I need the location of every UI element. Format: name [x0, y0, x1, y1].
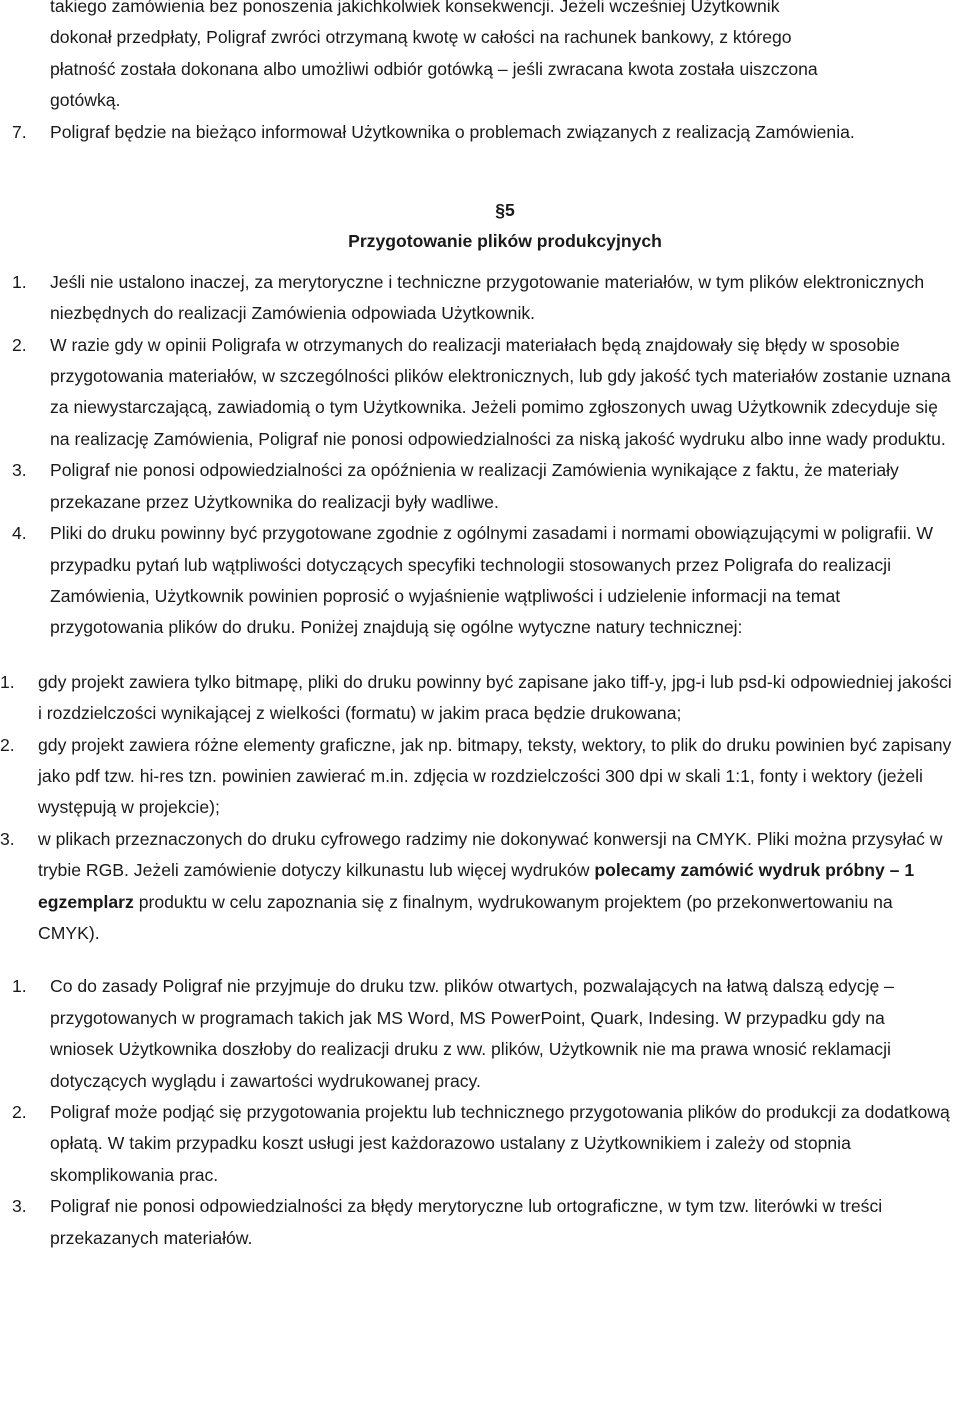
item-number: 3.	[12, 1196, 27, 1217]
item-number: 2.	[12, 334, 27, 355]
item-text: Pliki do druku powinny być przygotowane zgodnie z ogólnymi zasadami i normami obowiązującymi w poligrafii. W przypadku pytań lub wątpliwości dotyczących specyfiki technologii stosowanych przez Poligrafa do realizacji Zamówienia, Użytkownik powinien poprosić o wyjaśnienie wątpliwości i udzielenie informacji na temat przygotowania plików do druku. Poniżej znajdują się ogólne wytyczne natury technicznej:	[50, 523, 934, 638]
item-text-start: w plikach przeznaczonych do druku cyfrowego radzimy nie dokonywać konwersji na CMYK. Pliki można przysyłać w trybie RGB. Jeżeli zamówienie dotyczy kilkunastu lub więcej wydruków	[38, 828, 943, 881]
item-text: Co do zasady Poligraf nie przyjmuje do druku tzw. plików otwartych, pozwalających na łatwą dalszą edycję – przygotowanych w programach takich jak MS Word, MS PowerPoint, Quark, Indesing. W przypadku gdy na wniosek Użytkownika doszłoby do realizacji druku z ww. plików, Użytkownik nie ma prawa wnosić reklamacji dotyczących wyglądu i zawartości wydrukowanej pracy.	[50, 976, 894, 1091]
list-item	[0, 330, 960, 456]
item-text: Poligraf nie ponosi odpowiedzialności za opóźnienia w realizacji Zamówienia wynikające z faktu, że materiały przekazane przez Użytkownika do realizacji były wadliwe.	[50, 460, 899, 512]
list-item	[0, 1191, 960, 1254]
list-item	[0, 117, 878, 148]
list-item	[0, 667, 960, 730]
list-b	[0, 667, 960, 950]
intro-line: takiego zamówienia bez ponoszenia jakichkolwiek konsekwencji. Jeżeli wcześniej Użytkownik	[50, 0, 780, 16]
item-number: 2.	[12, 1102, 27, 1122]
item-number: 1.	[12, 976, 27, 997]
list-item	[0, 455, 960, 518]
list-item	[0, 1097, 960, 1191]
list-a	[0, 267, 960, 644]
item-text-bold: polecamy zamówić wydruk próbny – 1 egzemplarz	[38, 860, 915, 912]
list-item	[0, 267, 960, 330]
intro-line: dokonał przedpłaty, Poligraf zwróci otrzymaną kwotę w całości na rachunek bankowy, z którego	[50, 27, 792, 48]
section-number-value: 5	[505, 200, 515, 221]
list-item	[0, 824, 960, 950]
item-text-end: produktu w celu zapoznania się z finalnym, wydrukowanym projektem (po przekonwertowaniu na CMYK).	[38, 891, 893, 943]
item-text: Jeśli nie ustalono inaczej, za merytoryczne i techniczne przygotowanie materiałów, w tym plików elektronicznych niezbędnych do realizacji Zamówienia odpowiada Użytkownik.	[50, 271, 925, 324]
item-number: 1.	[0, 671, 15, 692]
item-text: gdy projekt zawiera różne elementy graficzne, jak np. bitmapy, teksty, wektory, to plik do druku powinien być zapisany jako pdf tzw. hi-res tzn. powinien zawierać m.in. zdjęcia w rozdzielczości 300 dpi w skali 1:1, fonty i wektory (jeżeli występują w projekcie);	[38, 734, 952, 818]
list-item	[0, 518, 960, 644]
item-text: W razie gdy w opinii Poligrafa w otrzymanych do realizacji materiałach będą znajdowały się błędy w sposobie przygotowania materiałów, w szczególności plików elektronicznych, lub gdy jakość tych materiałów zostanie uznana za niewystarczającą, zawiadomią o tym Użytkownika. Jeżeli pomimo zgłoszonych uwag Użytkownik zdecyduje się na realizację Zamówienia, Poligraf nie ponosi odpowiedzialności za niską jakość wydruku albo inne wady produktu.	[50, 334, 951, 449]
item-number: 2.	[0, 734, 15, 755]
item-number: 3.	[12, 460, 27, 481]
section-number	[0, 195, 960, 226]
item-number: 3.	[0, 828, 15, 849]
item-number: 1.	[12, 271, 27, 292]
item-number: 4.	[12, 523, 27, 544]
intro-line: gotówką.	[50, 90, 121, 111]
list-item	[0, 730, 960, 824]
item-text: gdy projekt zawiera tylko bitmapę, pliki do druku powinny być zapisane jako tiff-y, jpg-i lub psd-ki odpowiedniej jakości i rozdzielczości wynikającej z wielkości (formatu) w jakim praca będzie drukowana;	[38, 671, 952, 724]
list-c	[0, 971, 960, 1254]
intro-line: płatność została dokonana albo umożliwi odbiór gotówką – jeśli zwracana kwota została uiszczona	[50, 58, 818, 79]
item-text: Poligraf może podjąć się przygotowania projektu lub technicznego przygotowania plików do produkcji za dodatkową opłatą. W takim przypadku koszt usługi jest każdorazowo ustalany z Użytkownikiem i zależy od stopnia skomplikowania prac.	[50, 1102, 950, 1185]
item-text: Poligraf nie ponosi odpowiedzialności za błędy merytoryczne lub ortograficzne, w tym tzw. literówki w treści przekazanych materiałów.	[50, 1196, 883, 1248]
list-item	[0, 971, 960, 1097]
intro-paragraph	[0, 0, 960, 117]
item-number: 7.	[12, 121, 27, 142]
section-title: Przygotowanie plików produkcyjnych	[348, 231, 662, 252]
item-text: Poligraf będzie na bieżąco informował Użytkownika o problemach związanych z realizacją Zamówienia.	[50, 121, 855, 142]
section-sign: §	[495, 200, 505, 221]
